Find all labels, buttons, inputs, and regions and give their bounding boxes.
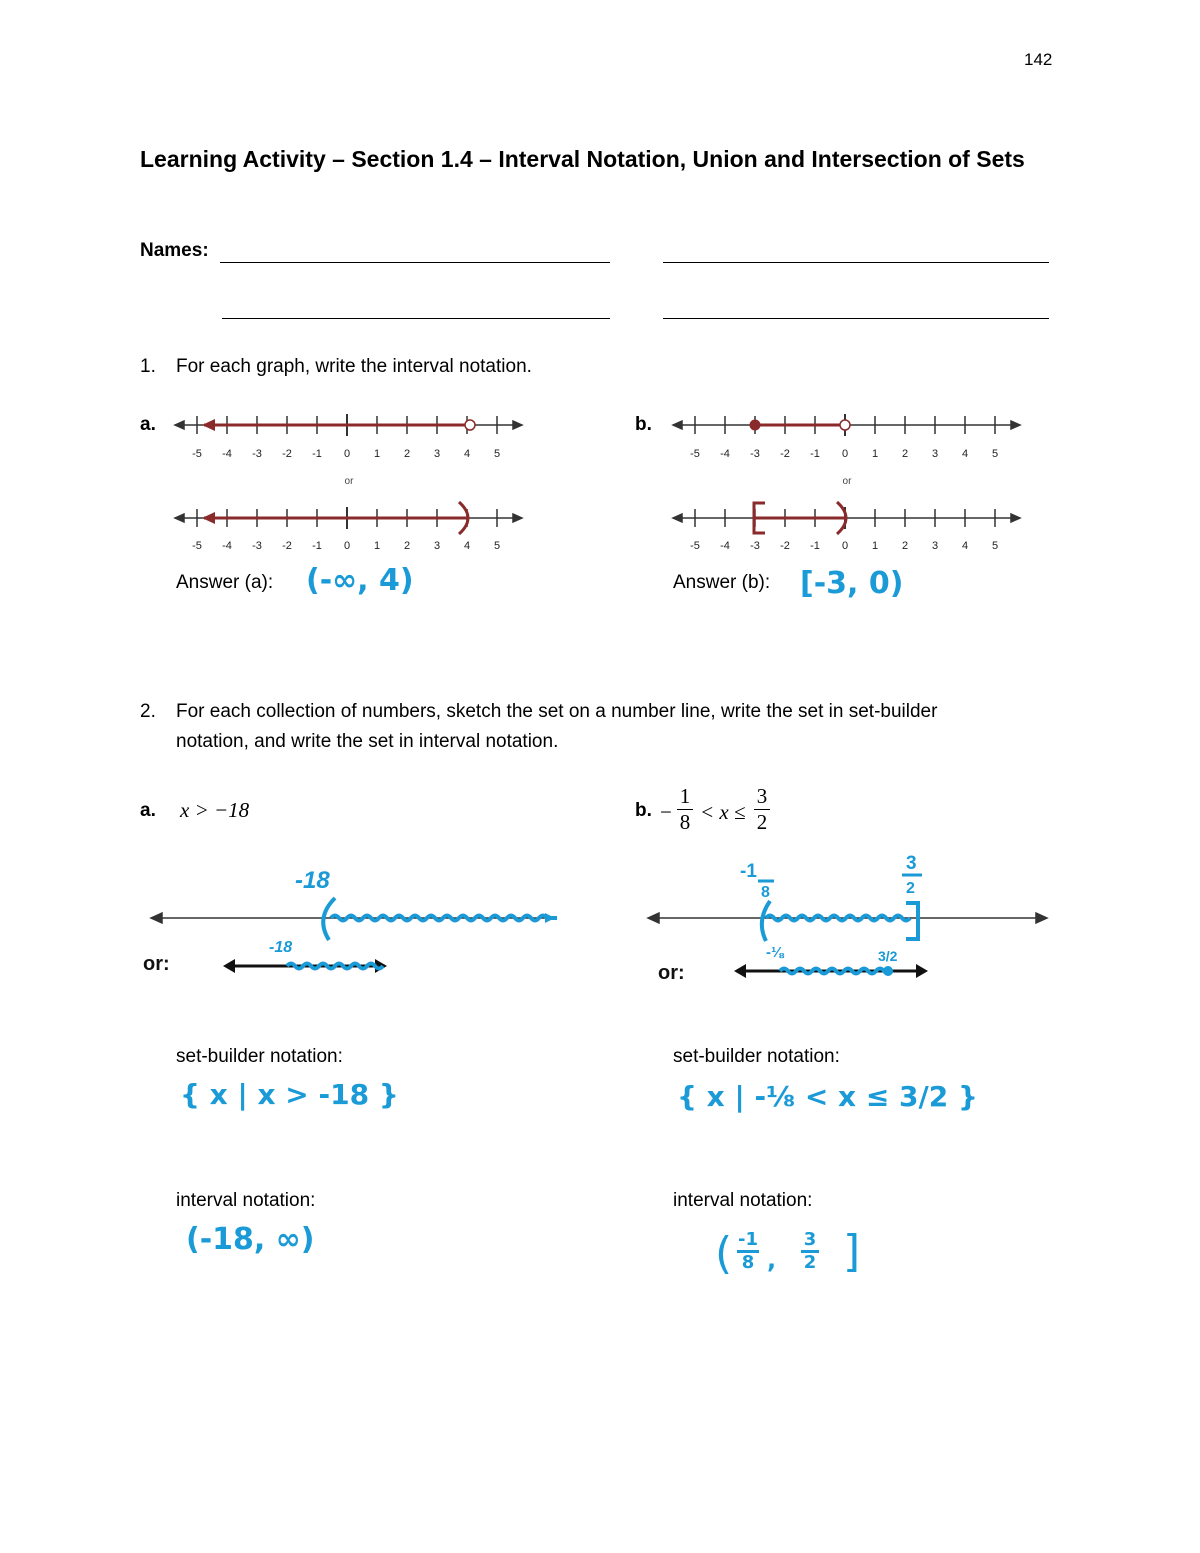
interval-b-num2: 3 [803,1229,817,1250]
tick-label: 3 [433,448,441,460]
tick-label: 0 [841,540,849,552]
question-2-prompt-line1: For each collection of numbers, sketch the set on a number line, write the set in set-builder [176,701,938,722]
hand-minus18-label: -18 [295,867,330,894]
tick-label: 2 [403,448,411,460]
tick-label: -1 [312,448,322,460]
tick-label: 2 [901,540,909,552]
interval-b-den1: 8 [741,1252,755,1273]
setbuilder-b-label: set-builder notation: [673,1046,840,1067]
q1a-open-endpoint [465,420,475,430]
q1a-number-lines [170,405,530,555]
q2-b-label: b. [635,800,652,821]
b-expr-mid: < x ≤ [700,800,746,824]
setbuilder-b-handwritten[interactable]: { x | -⅛ < x ≤ 3/2 } [677,1080,978,1113]
tick-label: 2 [403,540,411,552]
b-frac2-num: 3 [756,784,768,808]
interval-a-label: interval notation: [176,1190,316,1211]
tick-label: -4 [222,540,232,552]
interval-a-handwritten[interactable]: (-18, ∞) [186,1222,315,1257]
q1b-bracket-segment [754,502,846,534]
question-1-number: 1. [140,356,156,377]
interval-b-close: ] [843,1226,861,1277]
hand-b-left-den: 8 [761,884,770,901]
tick-label: 0 [343,448,351,460]
tick-label: -2 [282,448,292,460]
tick-label: -5 [192,448,202,460]
b-frac2 [753,784,771,835]
interval-b-frac1 [737,1230,759,1273]
tick-label: 5 [493,448,501,460]
answer-a-handwritten[interactable]: (-∞, 4) [306,563,414,598]
q2-a-label: a. [140,800,156,821]
tick-label: 4 [463,540,471,552]
tick-label: -5 [690,540,700,552]
q1a-ray [202,419,467,431]
q1-a-label: a. [140,414,156,435]
q1b-open-endpoint [840,420,850,430]
tick-label: 4 [463,448,471,460]
tick-label: 4 [961,540,969,552]
q2-a-expression: x > −18 [180,798,250,822]
interval-b-frac2 [801,1230,819,1273]
b-expr-minus: − [660,800,672,824]
name-line-2[interactable] [663,262,1049,263]
q2a-sketch[interactable] [135,860,575,990]
tick-label: 3 [433,540,441,552]
tick-label: -4 [720,448,730,460]
q1b-closed-endpoint [750,420,761,431]
question-2 [140,697,1080,757]
hand-minus18-small: -18 [269,939,293,956]
tick-label: 1 [373,540,381,552]
interval-b-den2: 2 [803,1252,817,1273]
tick-label: -1 [810,540,820,552]
interval-b-handwritten[interactable]: ( -1 8 , 3 2 ] [715,1226,861,1279]
tick-label: -2 [780,540,790,552]
page-number: 142 [1024,50,1053,69]
question-1 [140,352,1040,382]
tick-label: -4 [222,448,232,460]
tick-label: 1 [871,540,879,552]
tick-label: -1 [810,448,820,460]
setbuilder-a-handwritten[interactable]: { x | x > -18 } [180,1078,399,1111]
hand-b-right-num: 3 [906,853,917,874]
q2b-sketch[interactable] [640,845,1055,990]
hand-or-label: or: [143,953,170,975]
answer-b-handwritten[interactable]: [-3, 0) [800,566,904,601]
tick-label: -5 [192,540,202,552]
b-frac1-den: 8 [679,810,691,834]
tick-label: 5 [991,540,999,552]
tick-label: -3 [750,448,760,460]
or-text: or [344,476,354,487]
hand-b-small-left: -⅛ [766,944,784,961]
hand-shading-small [287,964,383,969]
tick-label: 5 [493,540,501,552]
names-label: Names: [140,240,209,261]
tick-label: 2 [901,448,909,460]
tick-label: -3 [750,540,760,552]
interval-b-label: interval notation: [673,1190,813,1211]
hand-open-paren [323,898,335,940]
answer-b-label: Answer (b): [673,572,771,593]
b-frac1 [676,784,694,835]
setbuilder-a-label: set-builder notation: [176,1046,343,1067]
hand-or-label: or: [658,962,685,984]
b-frac2-den: 2 [756,810,768,834]
q1b-number-lines [668,405,1028,555]
tick-label: -2 [282,540,292,552]
tick-label: 3 [931,448,939,460]
question-2-prompt-line2: notation, and write the set in interval notation. [176,731,559,752]
name-line-3[interactable] [222,318,610,319]
name-line-4[interactable] [663,318,1049,319]
or-text: or [842,476,852,487]
tick-label: 0 [841,448,849,460]
name-line-1[interactable] [220,262,610,263]
tick-label: -1 [312,540,322,552]
interval-b-num1: -1 [738,1229,758,1250]
hand-b-right-den: 2 [906,880,915,897]
tick-label: -3 [252,540,262,552]
tick-label: -3 [252,448,262,460]
tick-label: -5 [690,448,700,460]
tick-label: 3 [931,540,939,552]
tick-label: 1 [871,448,879,460]
q1-b-label: b. [635,414,652,435]
question-2-number: 2. [140,701,156,722]
tick-label: 1 [373,448,381,460]
hand-b-small-right: 3/2 [878,948,898,964]
b-frac1-num: 1 [679,784,691,808]
tick-label: 0 [343,540,351,552]
tick-label: -4 [720,540,730,552]
hand-shading [331,916,557,921]
tick-label: 4 [961,448,969,460]
hand-b-left-num: -1 [740,861,757,882]
question-1-prompt: For each graph, write the interval notation. [176,356,532,377]
tick-label: -2 [780,448,790,460]
q1a-ray-paren [202,502,468,534]
interval-b-open: ( [715,1228,733,1279]
tick-label: 5 [991,448,999,460]
answer-a-label: Answer (a): [176,572,274,593]
page-title: Learning Activity – Section 1.4 – Interval Notation, Union and Intersection of Sets [140,146,1025,172]
